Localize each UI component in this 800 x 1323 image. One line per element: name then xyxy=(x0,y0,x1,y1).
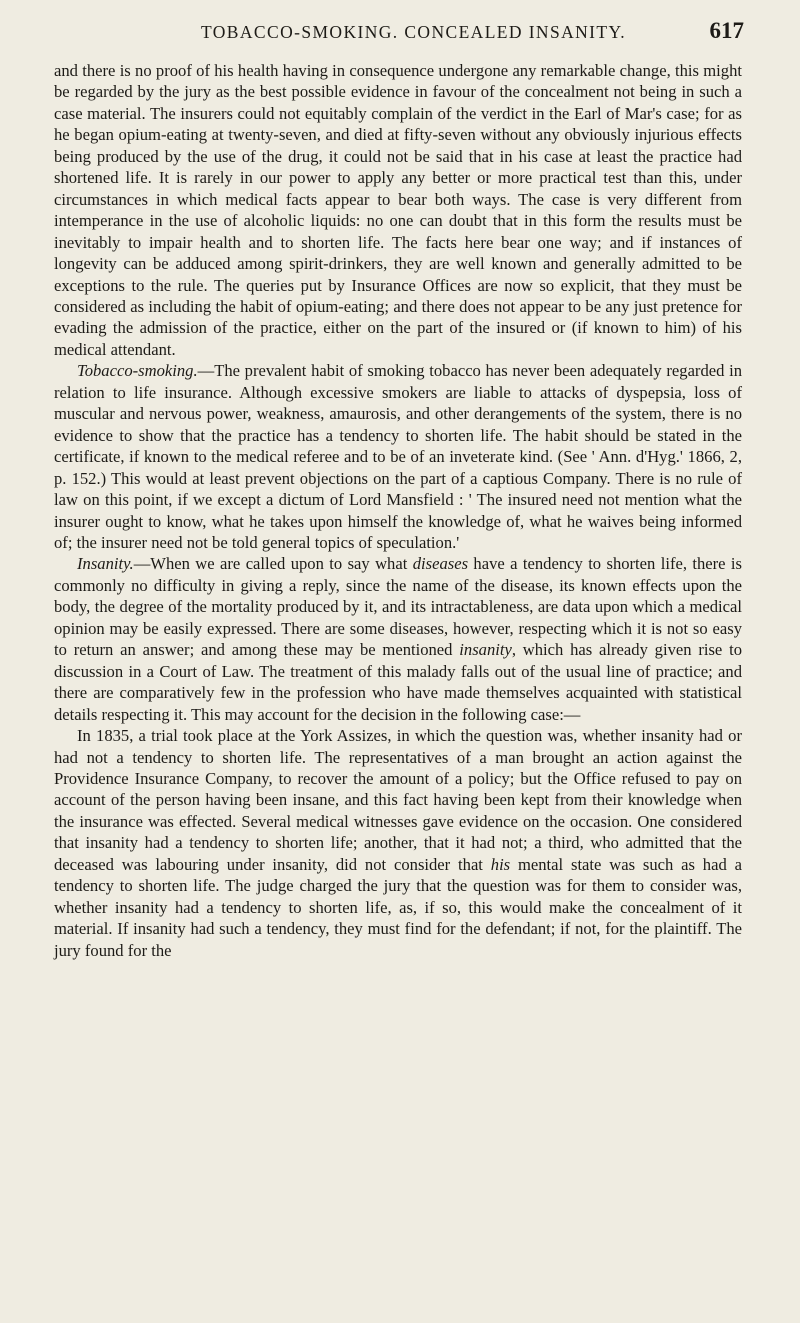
body-text xyxy=(54,60,742,961)
paragraph xyxy=(54,60,742,360)
paragraph xyxy=(54,725,742,961)
italic-text: his xyxy=(490,854,511,874)
italic-text: Tobacco-smoking. xyxy=(77,361,198,381)
paragraph-text: In 1835, a trial took place at the York Assizes, in which the question was, whether insanity had or had not a tendency to shorten life. The representatives of a man brought an action against the Providence Insurance Company, to recover the amount of a policy; but the Office refused to pay on account of the person having been insane, and this fact having been kept from their knowledge when the insurance was effected. Several medical witnesses gave evidence on the occasion. One considered that insanity had a tendency to shorten life; another, that it had not; a third, who admitted that the deceased was labouring under insanity, did not consider that xyxy=(54,726,742,874)
paragraph-text: —The prevalent habit of smoking tobacco has never been adequately regarded in relation to life insurance. Although excessive smokers are liable to attacks of dyspepsia, loss of muscular and nervous power, weakness, amaurosis, and other derangements of the system, there is no evidence to show that the practice has a tendency to shorten life. The habit should be stated in the certificate, if known to the medical referee and to be of an inveterate kind. (See ' Ann. d'Hyg.' 1866, 2, p. 152.) This would at least prevent objections on the part of a captious Company. There is no rule of law on this point, if we except a dictum of Lord Mansfield : ' The insured need not mention what the insurer ought to know, what he takes upon himself the knowledge of, what he waives being informed of; the insurer need not be told general topics of speculation.' xyxy=(54,361,742,552)
paragraph-text: and there is no proof of his health having in consequence undergone any remarkable change, this might be regarded by the jury as the best possible evidence in favour of the concealment not being in such a case material. The insurers could not equitably complain of the verdict in the Earl of Mar's case; for as he began opium-eating at twenty-seven, and died at fifty-seven without any obviously injurious effects being produced by the use of the drug, it could not be said that in his case at least the practice had shortened life. It is rarely in our power to apply any better or more practical test than this, under circumstances in which medical facts appear to bear both ways. The case is very different from intemperance in the use of alcoholic liquids: no one can doubt that in this form the results must be inevitably to impair health and to shorten life. The facts here bear one way; and if instances of longevity can be adduced among spirit-drinkers, they are well known and generally admitted to be exceptions to the rule. The queries put by Insurance Offices are now so explicit, that they must be considered as including the habit of opium-eating; and there does not appear to be any just pretence for evading the admission of the practice, either on the part of the insured or (if known to him) of his medical attendant. xyxy=(54,61,742,359)
italic-text: insanity xyxy=(459,640,512,660)
paragraph xyxy=(54,360,742,553)
running-title: TOBACCO-SMOKING. CONCEALED INSANITY. xyxy=(201,22,627,42)
paragraph-text: , which has already given rise to discussion in a Court of Law. The treatment of this malady falls out of the usual line of practice; and there are comparatively few in the profession who have made themselves acquainted with statistical details respecting it. This may account for the decision in the following case:— xyxy=(54,640,742,724)
paragraph-text: —When we are called upon to say what xyxy=(133,554,413,574)
page-number: 617 xyxy=(709,18,744,43)
paragraph-text: have a tendency to shorten life, there is commonly no difficulty in giving a reply, since the name of the disease, its known effects upon the body, the degree of the mortality produced by it, and its intractableness, are data upon which a medical opinion may be easily expressed. There are some diseases, however, respecting which it is not so easy to return an answer; and among these may be mentioned xyxy=(54,554,742,660)
paragraph xyxy=(54,553,742,725)
italic-text: diseases xyxy=(412,554,469,574)
italic-text: Insanity. xyxy=(77,554,134,574)
paragraph-text: mental state was such as had a tendency to shorten life. The judge charged the jury that the question was for them to consider was, whether insanity had a tendency to shorten life, as, if so, this would make the concealment of it material. If insanity had such a tendency, they must find for the defendant; if not, for the plaintiff. The jury found for the xyxy=(54,854,742,960)
running-head xyxy=(54,16,742,52)
